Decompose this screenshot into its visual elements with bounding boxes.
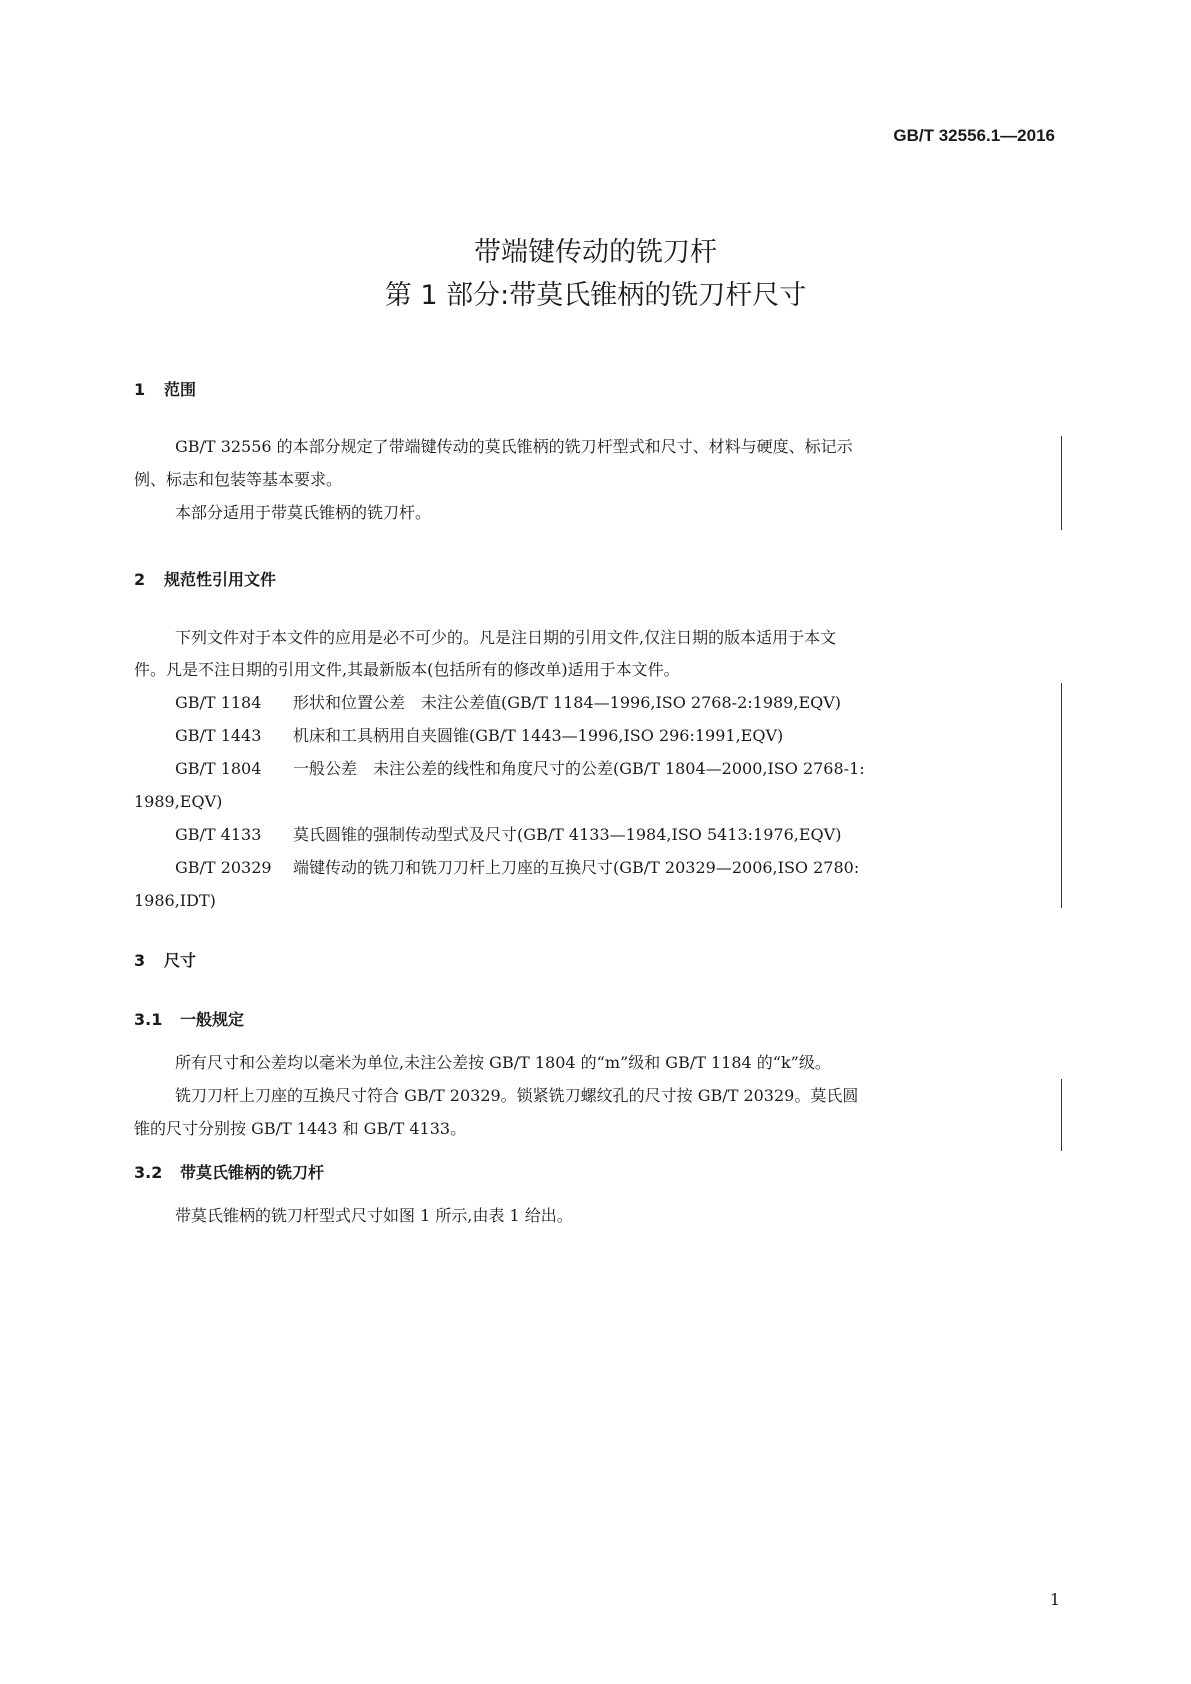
reference-item — [175, 759, 865, 779]
standard-number: GB/T 32556.1—2016 — [893, 126, 1055, 145]
paragraph: 件。凡是不注日期的引用文件,其最新版本(包括所有的修改单)适用于本文件。 — [134, 660, 680, 679]
subsection-number: 3.1 — [134, 1010, 163, 1029]
reference-title: 形状和位置公差 未注公差值(GB/T 1184—1996,ISO 2768-2:1989,EQV) — [293, 693, 842, 712]
paragraph: 锥的尺寸分别按 GB/T 1443 和 GB/T 4133。 — [134, 1119, 467, 1138]
reference-code: GB/T 4133 — [175, 825, 262, 844]
subsection-number: 3.2 — [134, 1163, 163, 1182]
paragraph: 例、标志和包装等基本要求。 — [134, 470, 343, 489]
reference-item — [175, 693, 841, 713]
reference-item — [175, 825, 841, 845]
section-1-heading — [134, 377, 196, 400]
change-bar — [1061, 436, 1062, 530]
section-3-heading — [134, 948, 196, 971]
reference-code: GB/T 1804 — [175, 759, 262, 778]
reference-code: GB/T 1184 — [175, 693, 262, 712]
subsection-title: 带莫氏锥柄的铣刀杆 — [180, 1163, 325, 1182]
section-title: 规范性引用文件 — [164, 570, 277, 589]
reference-title: 一般公差 未注公差的线性和角度尺寸的公差(GB/T 1804—2000,ISO 2768-1: — [293, 759, 865, 778]
subsection-title: 一般规定 — [180, 1010, 245, 1029]
subsection-3-2-heading — [134, 1160, 324, 1183]
section-number: 3 — [134, 951, 146, 970]
paragraph: 所有尺寸和公差均以毫米为单位,未注公差按 GB/T 1804 的“m”级和 GB/T 1184 的“k”级。 — [175, 1053, 831, 1072]
paragraph: 铣刀刀杆上刀座的互换尺寸符合 GB/T 20329。锁紧铣刀螺纹孔的尺寸按 GB/T 20329。莫氏圆 — [175, 1086, 859, 1105]
paragraph: 带莫氏锥柄的铣刀杆型式尺寸如图 1 所示,由表 1 给出。 — [175, 1206, 573, 1225]
reference-item — [175, 858, 859, 878]
section-2-heading — [134, 567, 276, 590]
section-number: 2 — [134, 570, 146, 589]
page-number: 1 — [1049, 1590, 1060, 1609]
reference-title: 端键传动的铣刀和铣刀刀杆上刀座的互换尺寸(GB/T 20329—2006,ISO 2780: — [293, 858, 860, 877]
change-bar — [1061, 683, 1062, 908]
paragraph: GB/T 32556 的本部分规定了带端键传动的莫氏锥柄的铣刀杆型式和尺寸、材料与硬度、标记示 — [175, 437, 853, 456]
reference-title: 莫氏圆锥的强制传动型式及尺寸(GB/T 4133—1984,ISO 5413:1976,EQV) — [293, 825, 842, 844]
section-number: 1 — [134, 380, 146, 399]
document-title: 带端键传动的铣刀杆 — [474, 237, 717, 268]
subsection-3-1-heading — [134, 1007, 244, 1030]
reference-continuation: 1989,EQV) — [134, 792, 223, 811]
section-title: 范围 — [164, 380, 197, 399]
paragraph: 本部分适用于带莫氏锥柄的铣刀杆。 — [175, 503, 432, 522]
reference-code: GB/T 1443 — [175, 726, 262, 745]
reference-item — [175, 726, 783, 746]
document-subtitle: 第 1 部分:带莫氏锥柄的铣刀杆尺寸 — [384, 280, 807, 311]
change-bar — [1061, 1079, 1062, 1151]
reference-code: GB/T 20329 — [175, 858, 272, 877]
reference-title: 机床和工具柄用自夹圆锥(GB/T 1443—1996,ISO 296:1991,EQV) — [293, 726, 784, 745]
reference-continuation: 1986,IDT) — [134, 891, 216, 910]
section-title: 尺寸 — [164, 951, 197, 970]
paragraph: 下列文件对于本文件的应用是必不可少的。凡是注日期的引用文件,仅注日期的版本适用于本文 — [175, 628, 837, 647]
